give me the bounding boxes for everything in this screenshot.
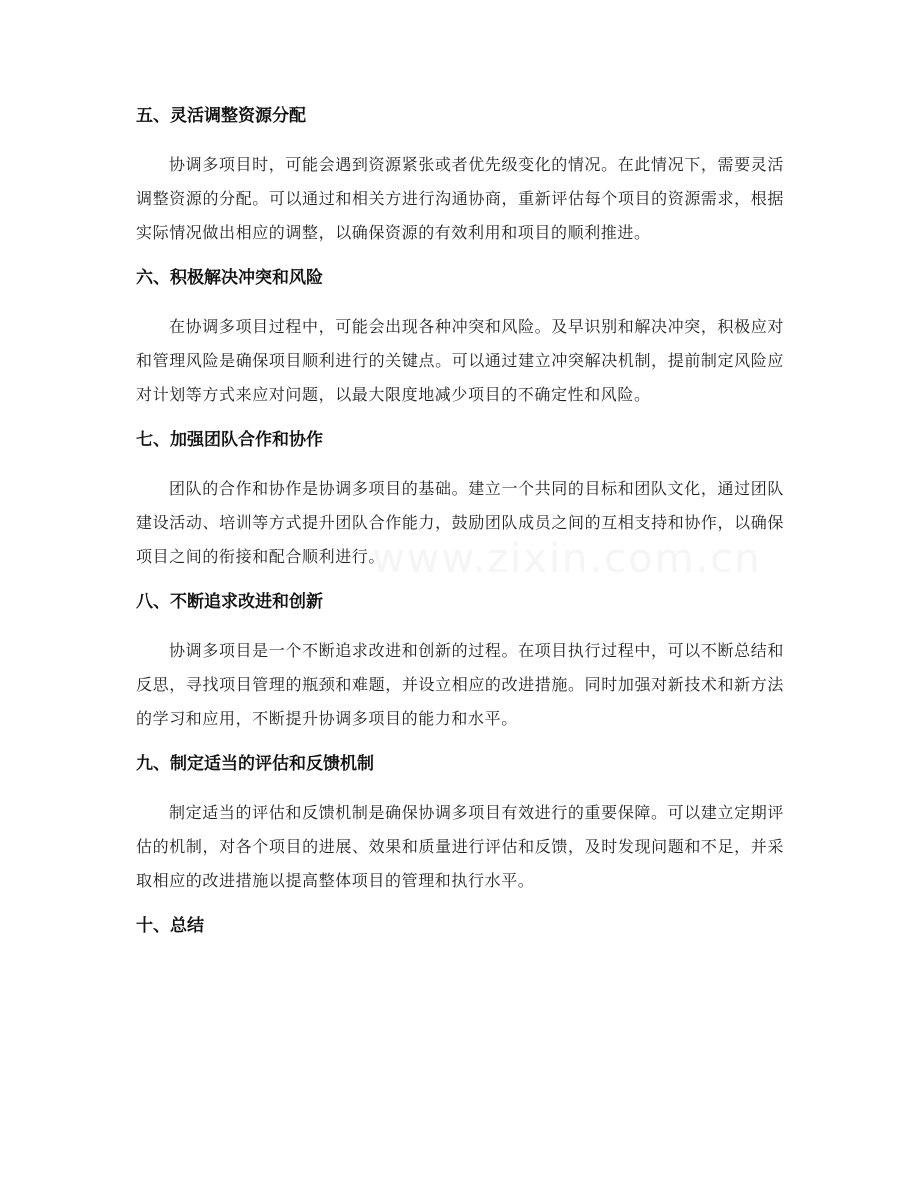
section-heading: 十、总结: [136, 916, 204, 936]
section-paragraph: 协调多项目是一个不断追求改进和创新的过程。在项目执行过程中，可以不断总结和反思，寻找项目管理的瓶颈和难题，并设立相应的改进措施。同时加强对新技术和新方法的学习和应用，不断提升协调多项目的能力和水平。: [136, 641, 784, 728]
section-paragraph: 制定适当的评估和反馈机制是确保协调多项目有效进行的重要保障。可以建立定期评估的机制，对各个项目的进展、效果和质量进行评估和反馈，及时发现问题和不足，并采取相应的改进措施以提高整体项目的管理和执行水平。: [136, 803, 784, 890]
section-paragraph: 团队的合作和协作是协调多项目的基础。建立一个共同的目标和团队文化，通过团队建设活动、培训等方式提升团队合作能力，鼓励团队成员之间的互相支持和协作，以确保项目之间的衔接和配合顺利进行。: [136, 479, 784, 566]
watermark: www.zixin.com.cn: [372, 536, 762, 582]
document-body: [136, 104, 784, 958]
section-paragraph: 在协调多项目过程中，可能会出现各种冲突和风险。及早识别和解决冲突，积极应对和管理风险是确保项目顺利进行的关键点。可以通过建立冲突解决机制，提前制定风险应对计划等方式来应对问题，以最大限度地减少项目的不确定性和风险。: [136, 317, 784, 404]
section-8: [136, 590, 784, 736]
section-heading: 六、积极解决冲突和风险: [136, 268, 323, 288]
section-paragraph: 协调多项目时，可能会遇到资源紧张或者优先级变化的情况。在此情况下，需要灵活调整资源的分配。可以通过和相关方进行沟通协商，重新评估每个项目的资源需求，根据实际情况做出相应的调整，以确保资源的有效利用和项目的顺利推进。: [136, 155, 784, 242]
section-heading: 七、加强团队合作和协作: [136, 430, 323, 450]
section-heading: 九、制定适当的评估和反馈机制: [136, 754, 374, 774]
section-10: [136, 914, 784, 938]
section-9: [136, 752, 784, 898]
section-6: [136, 266, 784, 412]
section-7: [136, 428, 784, 574]
section-heading: 八、不断追求改进和创新: [136, 592, 323, 612]
section-heading: 五、灵活调整资源分配: [136, 106, 306, 126]
section-5: [136, 104, 784, 250]
